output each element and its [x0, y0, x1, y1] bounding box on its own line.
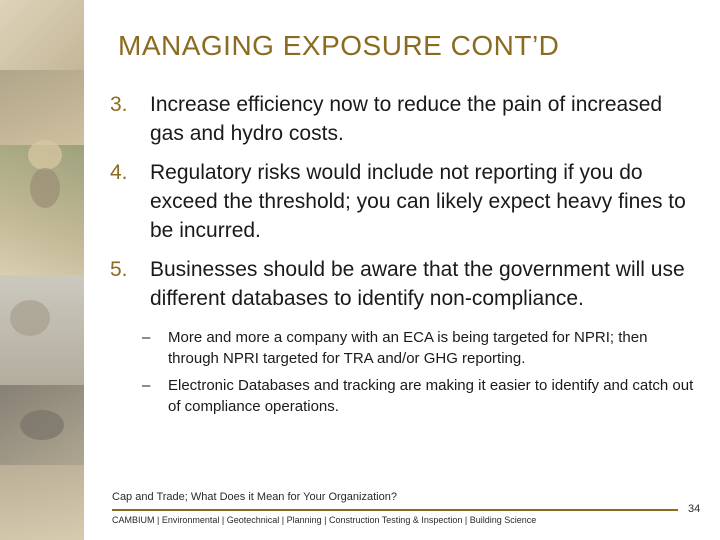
page-number: 34: [688, 503, 701, 515]
item-text: Businesses should be aware that the government will use different databases to identify non-compliance.: [150, 258, 685, 310]
dash-bullet: –: [142, 329, 151, 346]
sub-bullet-text: Electronic Databases and tracking are making it easier to identify and catch out of compliance operations.: [168, 377, 694, 415]
sub-bullet-list: [142, 327, 695, 417]
item-text: Increase efficiency now to reduce the pain of increased gas and hydro costs.: [150, 93, 663, 145]
numbered-item: [110, 255, 695, 313]
sub-bullet-item: [142, 327, 695, 369]
field-photo-collage: [0, 0, 84, 540]
sub-bullet-item: [142, 375, 695, 417]
footer-company-line: CAMBIUM | Environmental | Geotechnical | Planning | Construction Testing & Inspection | Building Science: [112, 515, 537, 525]
item-number: 4.: [110, 161, 128, 184]
footer-divider: [112, 509, 678, 511]
slide-title: MANAGING EXPOSURE CONT’D: [118, 30, 560, 61]
dash-bullet: –: [142, 377, 151, 394]
item-text: Regulatory risks would include not reporting if you do exceed the threshold; you can likely expect heavy fines to be incurred.: [150, 161, 686, 242]
photo-overlay: [0, 0, 84, 540]
slide-body: [110, 90, 695, 423]
numbered-item: [110, 90, 695, 148]
footer-presentation-title: Cap and Trade; What Does it Mean for Your Organization?: [112, 491, 397, 503]
numbered-item: [110, 158, 695, 245]
item-number: 5.: [110, 258, 128, 281]
sub-bullet-text: More and more a company with an ECA is being targeted for NPRI; then through NPRI targeted for TRA and/or GHG reporting.: [168, 329, 648, 367]
item-number: 3.: [110, 93, 128, 116]
